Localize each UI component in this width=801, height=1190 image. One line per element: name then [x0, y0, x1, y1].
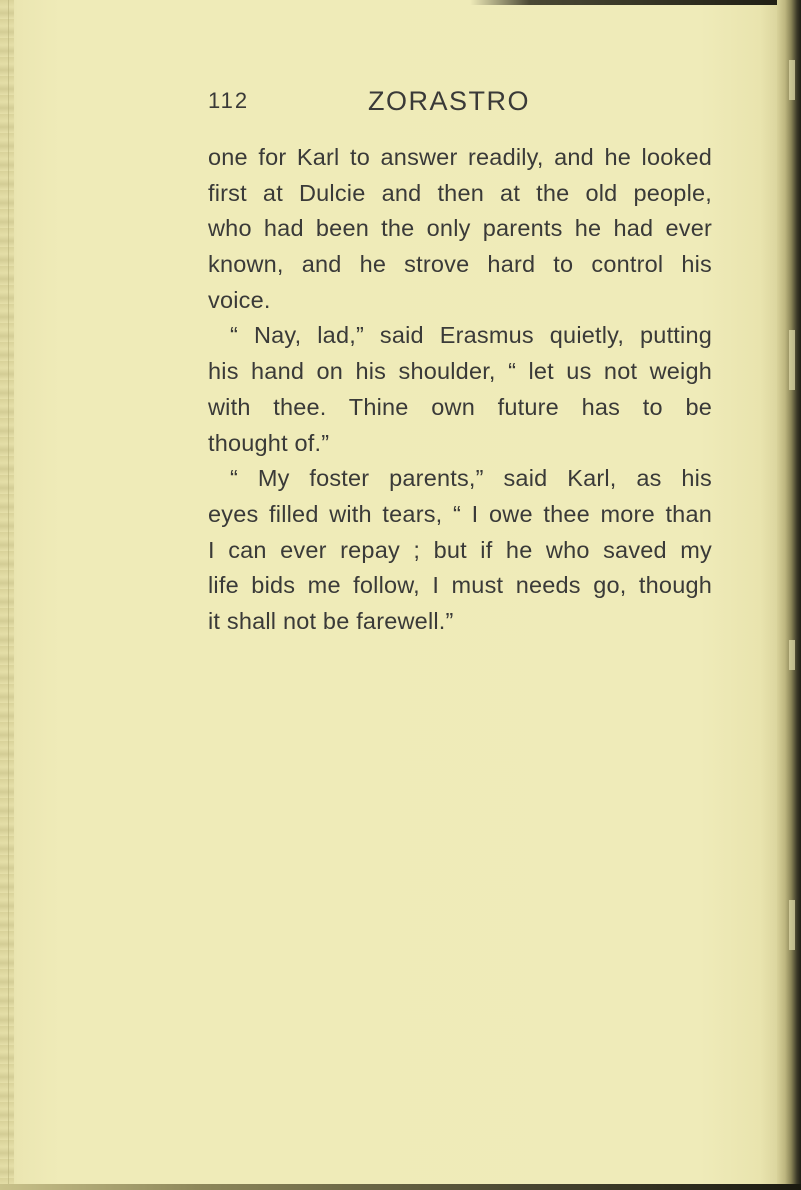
text-line: it shall not be farewell.” [208, 607, 454, 634]
running-title: ZORASTRO [368, 86, 531, 116]
edge-fleck [789, 330, 795, 390]
text-line: known, and he strove hard to control his [208, 251, 712, 278]
body-text [208, 140, 712, 640]
text-line: “ My foster parents,” said Karl, as his [230, 465, 712, 492]
text-line: life bids me follow, I must needs go, though [208, 572, 712, 599]
text-line: who had been the only parents he had ever [208, 215, 712, 242]
text-line: with thee. Thine own future has to be [208, 393, 712, 420]
running-header [0, 88, 801, 124]
gutter-line [8, 0, 9, 1190]
left-page-edge [0, 0, 14, 1190]
text-line: first at Dulcie and then at the old people, [208, 179, 712, 206]
edge-fleck [789, 900, 795, 950]
text-line: his hand on his shoulder, “ let us not weigh [208, 358, 712, 385]
top-page-edge [470, 0, 801, 5]
text-line: eyes filled with tears, “ I owe thee more than [208, 500, 712, 527]
text-line: thought of.” [208, 429, 330, 456]
text-line: “ Nay, lad,” said Erasmus quietly, putting [230, 322, 712, 349]
text-line: one for Karl to answer readily, and he looked [208, 144, 712, 170]
edge-fleck [789, 640, 795, 670]
text-line: I can ever repay ; but if he who saved my [208, 536, 712, 563]
page-number: 112 [208, 88, 250, 113]
text-line: voice. [208, 286, 271, 313]
right-page-edge [777, 0, 801, 1190]
bottom-page-edge [0, 1184, 801, 1190]
